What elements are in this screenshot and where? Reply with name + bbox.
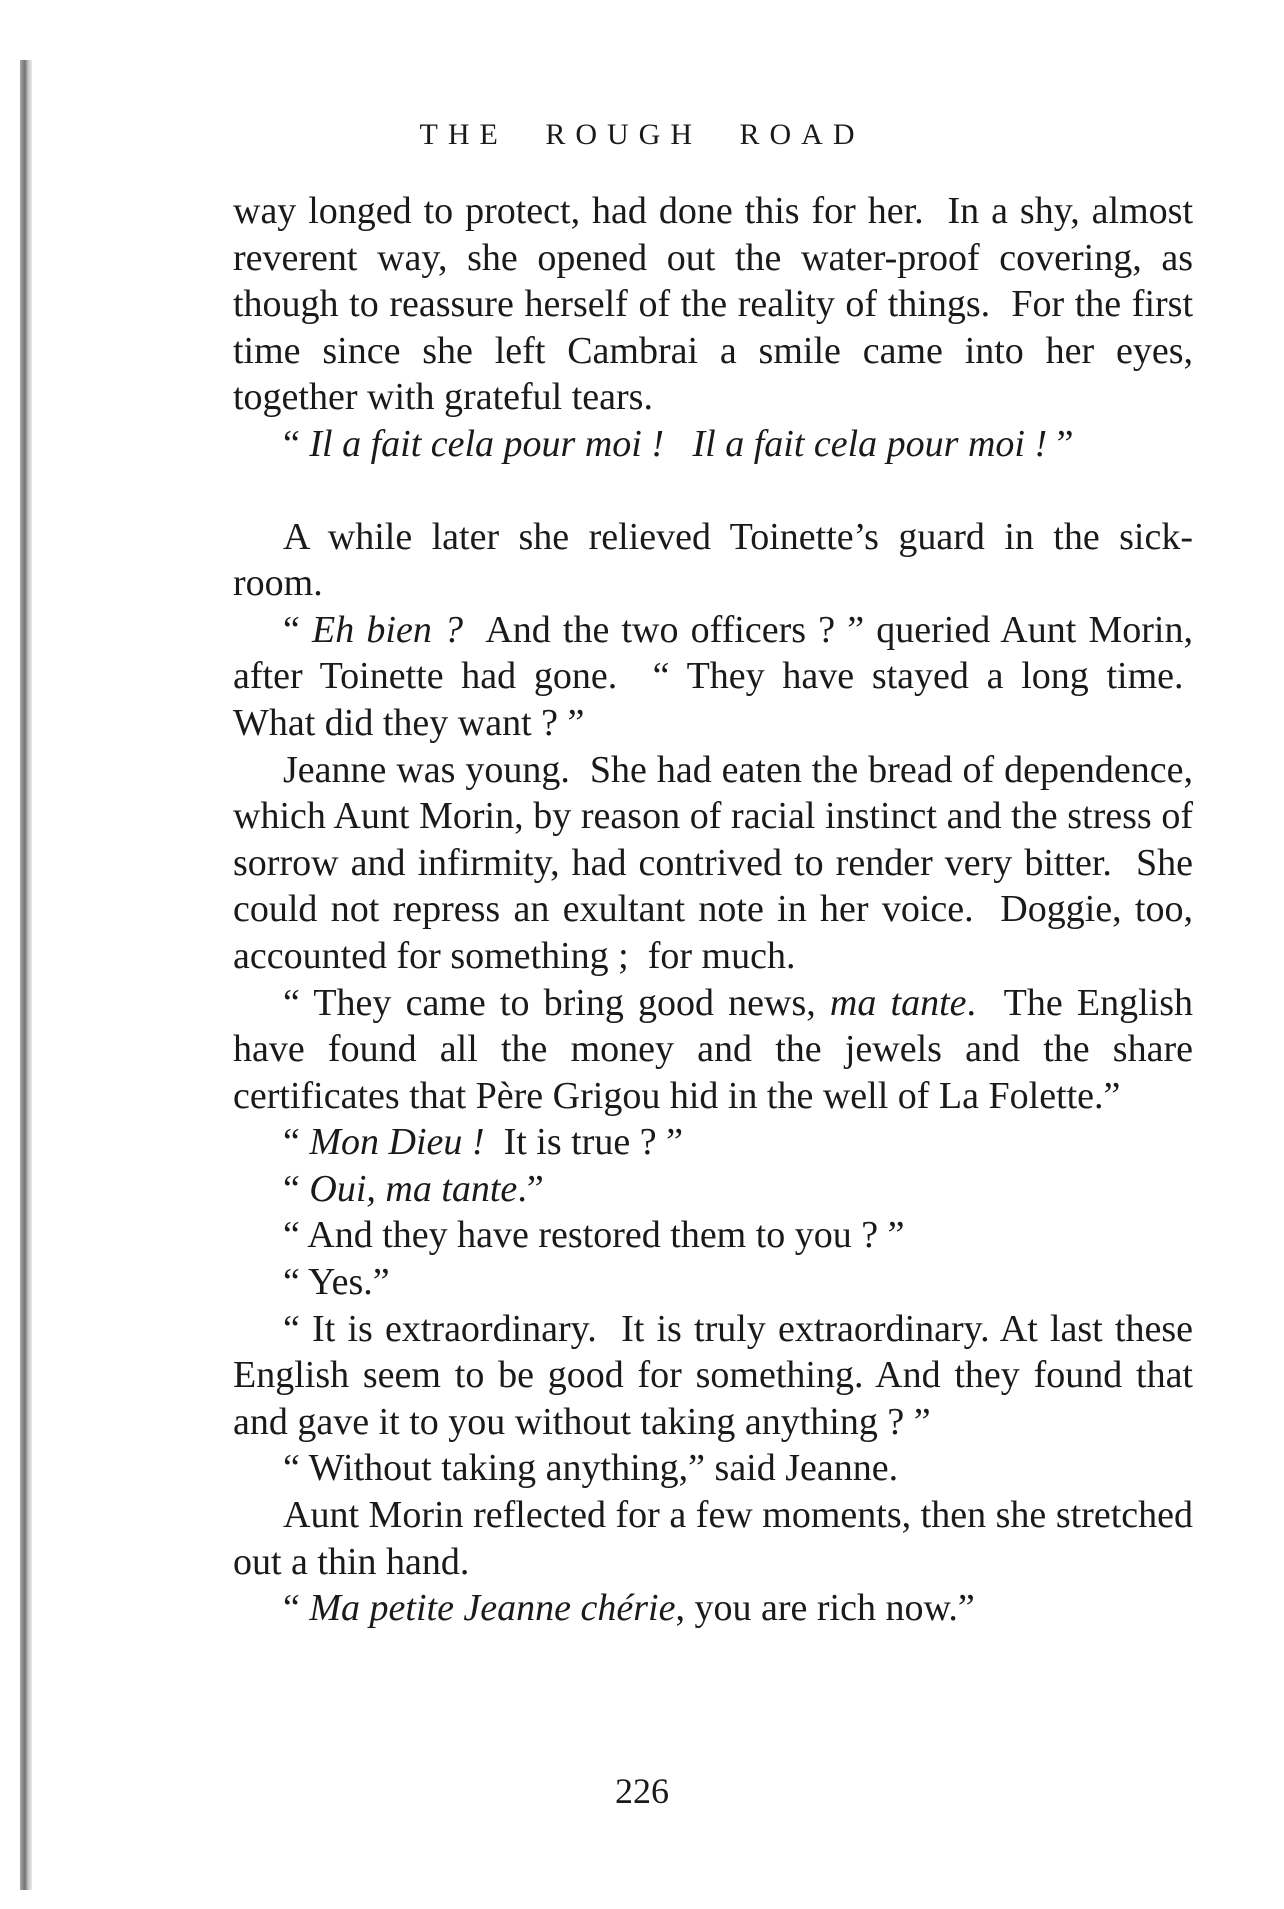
paragraph: A while later she relieved Toinette’s guard in the sick-room. xyxy=(233,515,1193,605)
paragraph: “ Mon Dieu ! It is true ? ” xyxy=(283,1121,683,1164)
paragraph: Aunt Morin reflected for a few moments, then she stretched out a thin hand. xyxy=(233,1494,1193,1583)
paragraph: “ Yes.” xyxy=(283,1261,390,1304)
page-number: 226 xyxy=(615,1771,669,1811)
book-spine-shadow xyxy=(20,60,32,1890)
paragraph: “ They came to bring good news, ma tante. The English have found all the money and the jewels and the share certificates that Père Grigou hid in the well of La Folette.” xyxy=(233,981,1193,1117)
paragraph: “ Il a fait cela pour moi ! Il a fait cela pour moi ! ” xyxy=(283,422,1074,465)
paragraph: Jeanne was young. She had eaten the bread of dependence, which Aunt Morin, by reason of racial instinct and the stress of sorrow and infirmity, had contrived to render very bitter. She could not repress an exultant note in her voice. Doggie, too, accounted for something ; for much. xyxy=(233,748,1193,977)
running-head: THE ROUGH ROAD xyxy=(419,118,865,151)
paragraph: “ Eh bien ? And the two officers ? ” queried Aunt Morin, after Toinette had gone. “ They have stayed a long time. What did they want ? ” xyxy=(233,608,1193,744)
paragraph: “ It is extraordinary. It is truly extraordinary. At last these English seem to be good for something. And they found that and gave it to you without taking anything ? ” xyxy=(233,1307,1193,1443)
body-text xyxy=(233,188,1193,1632)
paragraph: “ And they have restored them to you ? ” xyxy=(283,1214,905,1257)
paragraph: “ Without taking anything,” said Jeanne. xyxy=(283,1447,899,1490)
paragraph: “ Ma petite Jeanne chérie, you are rich now.” xyxy=(283,1587,975,1630)
paragraph: “ Oui, ma tante.” xyxy=(283,1167,544,1210)
paragraph: way longed to protect, had done this for her. In a shy, almost reverent way, she opened out the water-proof covering, as though to reassure herself of the reality of things. For the first time since she left Cambrai a smile came into her eyes, together with grateful tears. xyxy=(233,190,1193,419)
